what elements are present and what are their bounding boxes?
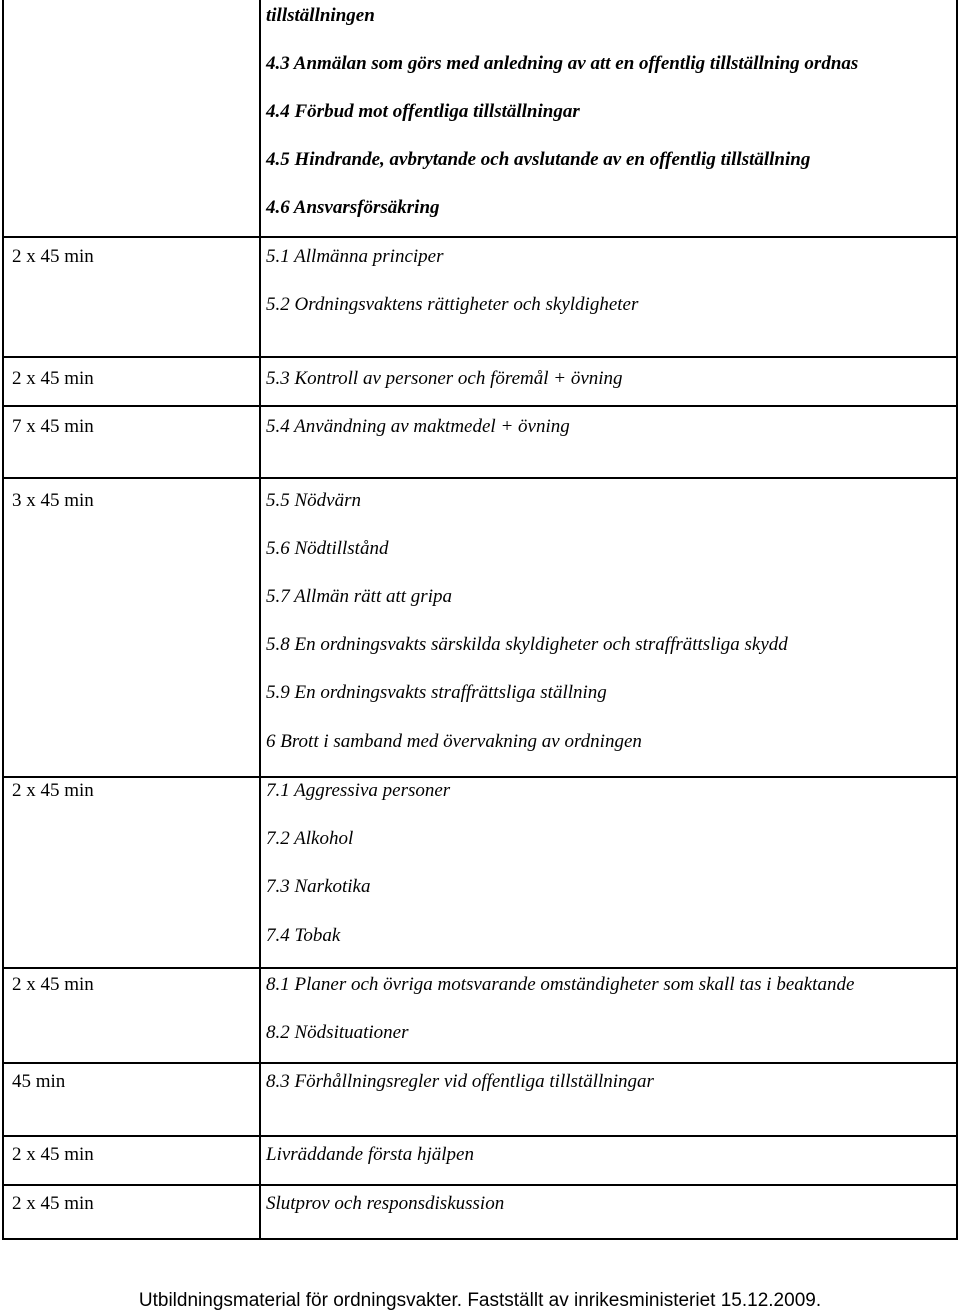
time-cell: 45 min — [12, 1071, 66, 1092]
topic-text: 4.4 Förbud mot offentliga tillställningar — [266, 101, 580, 122]
row-divider — [4, 405, 956, 407]
time-cell: 2 x 45 min — [12, 368, 94, 389]
row-divider — [4, 477, 956, 479]
topic-text: 7.1 Aggressiva personer — [266, 780, 451, 801]
topic-text: 5.5 Nödvärn — [266, 490, 361, 511]
column-divider — [259, 0, 261, 1238]
topic-text: 5.9 En ordningsvakts straffrättsliga ställning — [266, 682, 607, 703]
row-divider — [4, 1135, 956, 1137]
time-cell: 2 x 45 min — [12, 1144, 94, 1165]
row-divider — [4, 776, 956, 778]
topic-text: Livräddande första hjälpen — [266, 1144, 474, 1165]
row-divider — [4, 1062, 956, 1064]
topic-text: 5.6 Nödtillstånd — [266, 538, 389, 559]
topic-text: 8.3 Förhållningsregler vid offentliga tillställningar — [266, 1071, 654, 1092]
topic-text: 5.4 Användning av maktmedel + övning — [266, 416, 570, 437]
topic-text: 7.4 Tobak — [266, 925, 341, 946]
curriculum-table — [2, 0, 958, 1240]
topic-text: 7.2 Alkohol — [266, 828, 354, 849]
time-cell: 7 x 45 min — [12, 416, 94, 437]
topic-text: 5.1 Allmänna principer — [266, 246, 444, 267]
page-footer: Utbildningsmaterial för ordningsvakter. Fastställt av inrikesministeriet 15.12.2009. — [138, 1290, 822, 1311]
topic-text: 8.1 Planer och övriga motsvarande omständigheter som skall tas i beaktande — [266, 974, 855, 995]
topic-text: 5.3 Kontroll av personer och föremål + övning — [266, 368, 623, 389]
topic-text: Slutprov och responsdiskussion — [266, 1193, 505, 1214]
time-cell: 2 x 45 min — [12, 1193, 94, 1214]
topic-text: 4.3 Anmälan som görs med anledning av att en offentlig tillställning ordnas — [266, 53, 859, 74]
topic-text: 5.2 Ordningsvaktens rättigheter och skyldigheter — [266, 294, 639, 315]
row-divider — [4, 967, 956, 969]
topic-text: 4.6 Ansvarsförsäkring — [266, 197, 440, 218]
row-divider — [4, 236, 956, 238]
topic-text: 6 Brott i samband med övervakning av ordningen — [266, 731, 642, 752]
topic-text: 8.2 Nödsituationer — [266, 1022, 409, 1043]
topic-text: 5.7 Allmän rätt att gripa — [266, 586, 452, 607]
time-cell: 2 x 45 min — [12, 246, 94, 267]
topic-text: 5.8 En ordningsvakts särskilda skyldigheter och straffrättsliga skydd — [266, 634, 788, 655]
row-divider — [4, 1184, 956, 1186]
topic-text: 7.3 Narkotika — [266, 876, 371, 897]
time-cell: 3 x 45 min — [12, 490, 94, 511]
time-cell: 2 x 45 min — [12, 780, 94, 801]
row-divider — [4, 356, 956, 358]
topic-text: tillställningen — [266, 5, 375, 26]
topic-text: 4.5 Hindrande, avbrytande och avslutande av en offentlig tillställning — [266, 149, 811, 170]
time-cell: 2 x 45 min — [12, 974, 94, 995]
